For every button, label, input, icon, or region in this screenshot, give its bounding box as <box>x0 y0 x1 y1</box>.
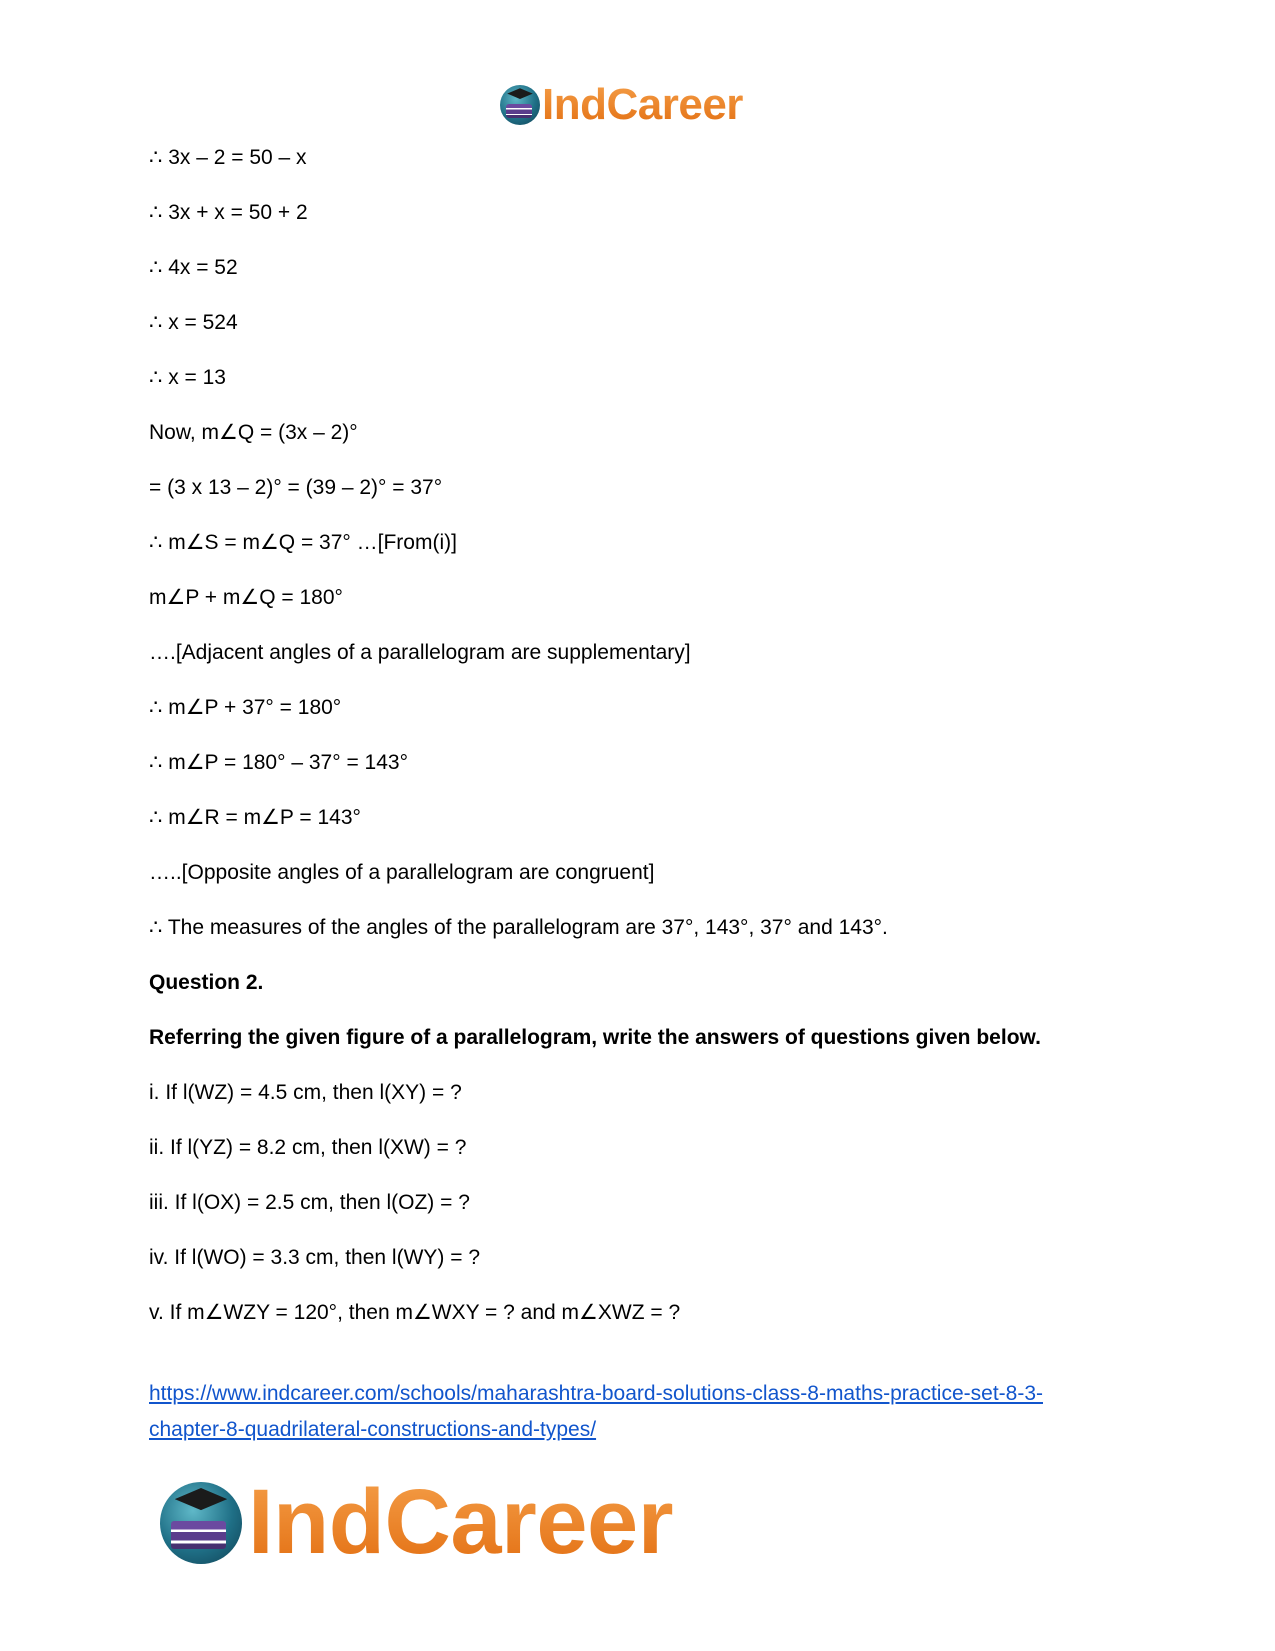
logo-wordmark: IndCareer <box>542 80 743 129</box>
question-item: v. If m∠WZY = 120°, then m∠WXY = ? and m∠XWZ = ? <box>149 1301 681 1324</box>
document-body <box>149 143 1139 1353</box>
solution-line: …..[Opposite angles of a parallelogram are congruent] <box>149 861 655 884</box>
solution-line: m∠P + m∠Q = 180° <box>149 586 343 609</box>
solution-line: ∴ m∠P + 37° = 180° <box>149 696 342 719</box>
footer-logo <box>160 1470 673 1575</box>
source-link-line-1[interactable]: https://www.indcareer.com/schools/maharashtra-board-solutions-class-8-maths-practice-set-8-3- <box>149 1382 1043 1405</box>
solution-line: ∴ x = 13 <box>149 366 226 389</box>
question-item: i. If l(WZ) = 4.5 cm, then l(XY) = ? <box>149 1081 462 1104</box>
question-prompt: Referring the given figure of a parallelogram, write the answers of questions given below. <box>149 1026 1041 1049</box>
question-item: iii. If l(OX) = 2.5 cm, then l(OZ) = ? <box>149 1191 470 1214</box>
source-link-line-2[interactable]: chapter-8-quadrilateral-constructions-and-types/ <box>149 1418 597 1441</box>
solution-line: = (3 x 13 – 2)° = (39 – 2)° = 37° <box>149 476 443 499</box>
solution-line: ∴ 3x + x = 50 + 2 <box>149 201 308 224</box>
solution-line: ∴ The measures of the angles of the parallelogram are 37°, 143°, 37° and 143°. <box>149 916 888 939</box>
solution-line: ∴ 3x – 2 = 50 – x <box>149 146 307 169</box>
source-link[interactable] <box>149 1376 1139 1448</box>
graduation-books-icon <box>160 1482 242 1564</box>
solution-line: ∴ m∠R = m∠P = 143° <box>149 806 361 829</box>
graduation-books-icon <box>500 85 540 125</box>
solution-line: ….[Adjacent angles of a parallelogram are supplementary] <box>149 641 691 664</box>
logo-wordmark: IndCareer <box>248 1471 673 1573</box>
solution-line: Now, m∠Q = (3x – 2)° <box>149 421 358 444</box>
question-item: iv. If l(WO) = 3.3 cm, then l(WY) = ? <box>149 1246 481 1269</box>
question-title: Question 2. <box>149 971 264 994</box>
solution-line: ∴ 4x = 52 <box>149 256 238 279</box>
solution-line: ∴ m∠S = m∠Q = 37° …[From(i)] <box>149 531 457 554</box>
header-logo <box>500 80 743 130</box>
question-item: ii. If l(YZ) = 8.2 cm, then l(XW) = ? <box>149 1136 467 1159</box>
solution-line: ∴ m∠P = 180° – 37° = 143° <box>149 751 408 774</box>
solution-line: ∴ x = 524 <box>149 311 238 334</box>
